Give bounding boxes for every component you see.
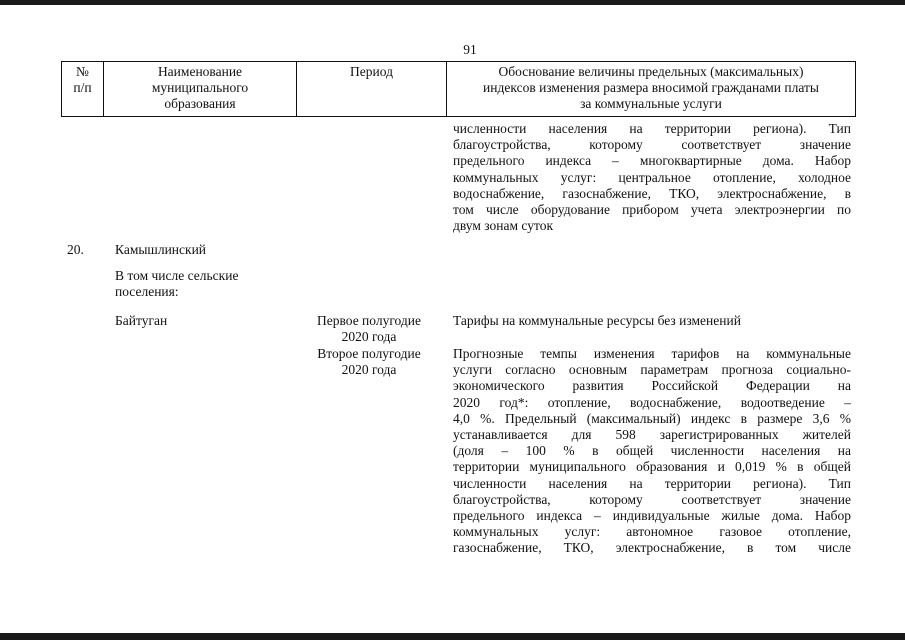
header-number-line: № <box>76 64 89 79</box>
paragraph-line: территории муниципального образования и 0,019 % в общей <box>453 459 851 475</box>
paragraph-line: экономического развития Российской Федерации на <box>453 378 851 394</box>
period-line: 2020 года <box>341 362 397 378</box>
settlements-heading <box>115 268 295 300</box>
header-number-line: п/п <box>73 80 92 95</box>
period-line: Второе полугодие <box>317 346 421 361</box>
header-justification-line: индексов изменения размера вносимой гражданами платы <box>483 80 819 95</box>
paragraph-line: коммунальных услуг: центральное отопление, холодное <box>453 169 851 185</box>
row-number: 20. <box>67 242 84 257</box>
paragraph-line: (доля – 100 % в общей численности населения на <box>453 443 851 459</box>
header-period-cell <box>297 62 447 117</box>
paragraph-line: предельного индекса – индивидуальные жилые дома. Набор <box>453 508 851 524</box>
header-name-cell <box>104 62 297 117</box>
header-number-cell <box>62 62 104 117</box>
header-name-line: Наименование <box>157 64 243 79</box>
continuation-paragraph <box>453 121 851 234</box>
period-first-half <box>298 313 440 345</box>
paragraph-line: 4,0 %. Предельный (максимальный) индекс в размере 3,6 % <box>453 410 851 426</box>
header-name-line: муниципального <box>151 80 249 95</box>
period-line: Первое полугодие <box>317 313 421 328</box>
tariffs-unchanged-text: Тарифы на коммунальные ресурсы без изменений <box>453 313 741 328</box>
settlements-heading-line: поселения: <box>115 284 179 300</box>
header-justification-cell <box>447 62 856 117</box>
header-period-label: Период <box>350 64 393 79</box>
table-header <box>61 61 856 117</box>
settlements-heading-line: В том числе сельские <box>115 268 239 283</box>
paragraph-line: услуги согласно основным параметрам прогноза социально- <box>453 362 851 378</box>
paragraph-line: устанавливается для 598 зарегистрированных жителей <box>453 427 851 443</box>
period-line: 2020 года <box>341 329 397 345</box>
paragraph-line: численности населения на территории региона). Тип <box>453 475 851 491</box>
scan-border-bottom <box>0 633 905 640</box>
scan-border-top <box>0 0 905 5</box>
paragraph-line: предельного индекса – многоквартирные дома. Набор <box>453 153 851 169</box>
paragraph-line: водоснабжение, газоснабжение, ТКО, электроснабжение, в <box>453 185 851 201</box>
municipality-name: Камышлинский <box>115 242 207 257</box>
header-justification-line: Обоснование величины предельных (максимальных) <box>498 64 804 79</box>
settlement-name: Байтуган <box>115 313 168 328</box>
page-number: 91 <box>463 42 477 57</box>
header-name-line: образования <box>164 96 236 111</box>
paragraph-line: газоснабжение, ТКО, электроснабжение, в том числе <box>453 540 851 556</box>
paragraph-line: 2020 год*: отопление, водоснабжение, водоотведение – <box>453 394 851 410</box>
header-justification-line: за коммунальные услуги <box>580 96 722 111</box>
forecast-paragraph <box>453 346 851 557</box>
paragraph-line: благоустройства, которому соответствует значение <box>453 491 851 507</box>
paragraph-line: численности населения на территории региона). Тип <box>453 121 851 136</box>
paragraph-line: благоустройства, которому соответствует значение <box>453 137 851 153</box>
period-second-half <box>298 346 440 378</box>
paragraph-line: том числе оборудование прибором учета электроэнергии по <box>453 202 851 218</box>
paragraph-line: двум зонам суток <box>453 218 554 234</box>
paragraph-line: Прогнозные темпы изменения тарифов на коммунальные <box>453 346 851 361</box>
paragraph-line: коммунальных услуг: автономное газовое отопление, <box>453 524 851 540</box>
